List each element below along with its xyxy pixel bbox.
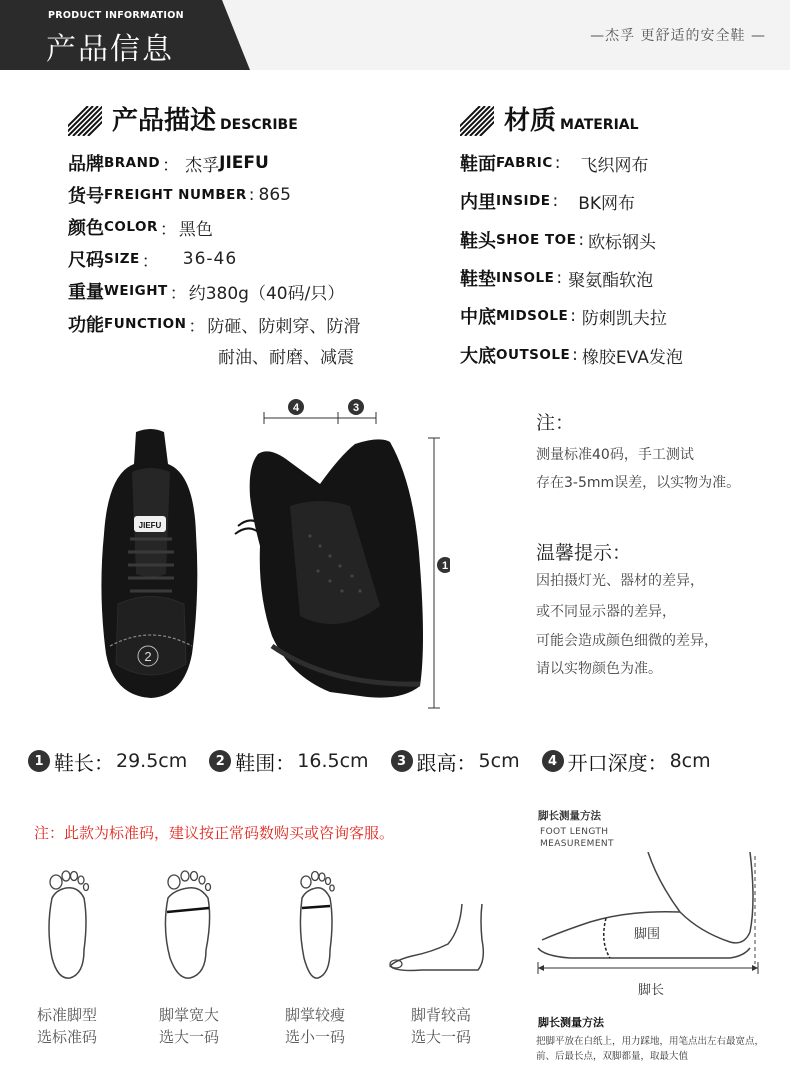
foot-measure-title: 脚长测量方法 [538, 810, 601, 822]
spec-value: BK网布 [578, 193, 636, 214]
measurements-row [28, 745, 768, 777]
describe-heading [68, 102, 298, 136]
spec-value: 防刺凯夫拉 [581, 308, 667, 329]
spec-sep: : [572, 345, 578, 365]
foot-narrow-caption [272, 1004, 358, 1048]
measure-number-badge: 1 [28, 750, 50, 772]
spec-value: 橡胶EVA发泡 [581, 347, 683, 368]
spec-key-en: OUTSOLE [496, 347, 571, 363]
spec-value: 聚氨酯软泡 [568, 270, 654, 291]
spec-row-freight [68, 180, 291, 210]
measure-label: 鞋围： [235, 750, 296, 775]
measure-value: 16.5cm [297, 750, 369, 772]
note-title: 注： [536, 412, 575, 434]
spec-row-weight [68, 276, 344, 306]
spec-key: 尺码 [68, 250, 104, 271]
foot-standard-caption [24, 1004, 110, 1048]
caption-line-1: 标准脚型 [36, 1006, 97, 1024]
material-heading [460, 102, 639, 136]
tip-title: 温馨提示： [536, 542, 632, 564]
material-row-inside [460, 186, 635, 216]
marker-4-text: 4 [292, 402, 300, 414]
caption-line-1: 脚背较高 [410, 1006, 471, 1024]
spec-value: 欧标钢头 [588, 232, 657, 253]
measure-girth [209, 747, 368, 776]
spec-sep: ： [162, 155, 180, 176]
spec-value: 防砸、防刺穿、防滑 [207, 316, 361, 337]
spec-sep: : [578, 230, 585, 250]
spec-key: 鞋头 [460, 231, 496, 252]
spec-value: 耐油、耐磨、减震 [218, 347, 354, 368]
marker-2-text: 2 [144, 649, 152, 664]
spec-key-en: MIDSOLE [496, 308, 569, 324]
measure-heel-height [391, 747, 520, 776]
foot-measure-method-title: 脚长测量方法 [538, 1016, 604, 1029]
spec-key-en: INSIDE [496, 193, 551, 209]
spec-row-size [68, 244, 237, 274]
shoe-side-view-image [230, 396, 450, 716]
foot-narrow-icon [290, 868, 342, 982]
material-row-fabric [460, 148, 648, 178]
caption-line-1: 脚掌较瘦 [284, 1006, 345, 1024]
header-banner [0, 0, 790, 70]
spec-value-brand: JIEFU [219, 153, 269, 173]
material-title-en: MATERIAL [560, 117, 639, 133]
foot-measure-en-line-2: MEASUREMENT [540, 839, 614, 849]
spec-key: 鞋垫 [460, 269, 496, 290]
caption-line-2: 选大一码 [410, 1028, 471, 1046]
spec-value: 黑色 [178, 219, 213, 240]
spec-sep: ： [141, 251, 159, 272]
measure-label: 开口深度： [567, 750, 668, 775]
hatch-icon [68, 106, 102, 136]
header-slogan: —杰孚 更舒适的安全鞋 — [590, 28, 766, 44]
spec-key: 品牌 [68, 154, 104, 175]
foot-high-instep-caption [398, 1004, 484, 1048]
foot-standard-icon [38, 868, 94, 982]
marker-1-text: 1 [441, 560, 449, 572]
note-line-1: 测量标准40码，手工测试 [536, 447, 694, 463]
measure-number-badge: 4 [542, 750, 564, 772]
spec-key: 货号 [68, 186, 104, 207]
spec-key: 颜色 [68, 218, 104, 239]
foot-measure-en [540, 826, 614, 850]
spec-value: 约380g（40码/只） [188, 283, 345, 304]
spec-value: 36-46 [182, 249, 238, 269]
measure-value: 8cm [669, 750, 711, 772]
note-line-2: 存在3-5mm误差，以实物为准。 [536, 475, 741, 491]
foot-wide-caption [146, 1004, 232, 1048]
spec-sep: : [552, 191, 559, 211]
spec-value: 865 [258, 185, 291, 205]
brand-tag-text: JIEFU [138, 521, 162, 530]
spec-key-en: COLOR [104, 219, 158, 235]
spec-row-brand [68, 148, 269, 178]
foot-measure-illustration [530, 852, 784, 1002]
spec-sep: ： [188, 316, 206, 337]
caption-line-1: 脚掌宽大 [158, 1006, 219, 1024]
tip-line-1: 因拍摄灯光、器材的差异， [536, 573, 704, 589]
spec-key-en: BRAND [104, 155, 161, 171]
material-title-cn: 材质 [504, 106, 557, 136]
spec-value: 飞织网布 [580, 155, 649, 176]
spec-key-en: WEIGHT [104, 283, 168, 299]
material-row-midsole [460, 301, 667, 331]
measure-label: 跟高： [416, 750, 477, 775]
spec-key: 大底 [460, 346, 496, 367]
describe-title-en: DESCRIBE [220, 117, 298, 133]
tip-line-4: 请以实物颜色为准。 [536, 661, 662, 677]
caption-line-2: 选标准码 [36, 1028, 97, 1046]
foot-measure-en-line-1: FOOT LENGTH [540, 827, 609, 837]
spec-key: 重量 [68, 282, 104, 303]
caption-line-2: 选小一码 [284, 1028, 345, 1046]
measure-value: 29.5cm [116, 750, 188, 772]
size-warning: 注：此款为标准码，建议按正常码数购买或咨询客服。 [34, 824, 395, 842]
measure-value: 5cm [478, 750, 520, 772]
spec-key: 功能 [68, 315, 104, 336]
spec-sep: : [556, 268, 563, 288]
describe-title-cn: 产品描述 [112, 106, 217, 136]
measure-label: 鞋长： [54, 750, 114, 775]
spec-key-en: INSOLE [496, 270, 555, 286]
shoe-top-view-image [96, 424, 206, 704]
material-row-outsole [460, 340, 683, 370]
spec-sep: : [570, 306, 576, 326]
spec-row-color [68, 212, 213, 242]
spec-sep: : [248, 185, 255, 205]
spec-row-function-line2 [216, 340, 354, 370]
spec-key: 鞋面 [460, 154, 496, 175]
girth-label: 脚围 [634, 927, 661, 942]
tip-line-3: 可能会造成颜色细微的差异， [536, 633, 718, 649]
caption-line-2: 选大一码 [158, 1028, 219, 1046]
foot-high-instep-icon [382, 900, 492, 980]
measure-number-badge: 3 [391, 750, 413, 772]
measure-number-badge: 2 [209, 750, 231, 772]
spec-sep: ： [159, 219, 177, 240]
header-cn-title: 产品信息 [46, 32, 174, 67]
spec-key: 内里 [460, 192, 496, 213]
spec-key-en: FREIGHT NUMBER [104, 187, 247, 203]
tip-line-2: 或不同显示器的差异， [536, 604, 676, 620]
spec-key-en: SHOE TOE [496, 232, 577, 248]
spec-key-en: FABRIC [496, 155, 553, 171]
length-label: 脚长 [638, 983, 665, 998]
spec-sep: : [554, 153, 561, 173]
spec-row-function [68, 309, 360, 339]
foot-wide-icon [158, 868, 218, 982]
header-en-title: PRODUCT INFORMATION [48, 10, 184, 21]
material-row-insole [460, 263, 653, 293]
spec-key-en: SIZE [104, 251, 140, 267]
hatch-icon [460, 106, 494, 136]
foot-measure-method-desc: 把脚平放在白纸上，用力踩地，用笔点出左右最宽点，前、后最长点，双脚都量，取最大值 [536, 1036, 765, 1062]
spec-value: 杰孚 [185, 155, 220, 176]
spec-key-en: FUNCTION [104, 316, 187, 332]
spec-key: 中底 [460, 307, 496, 328]
spec-sep: ： [169, 283, 187, 304]
measure-length [28, 747, 187, 776]
material-row-shoe-toe [460, 225, 656, 255]
marker-3-text: 3 [352, 402, 360, 414]
measure-opening-depth [542, 747, 711, 776]
